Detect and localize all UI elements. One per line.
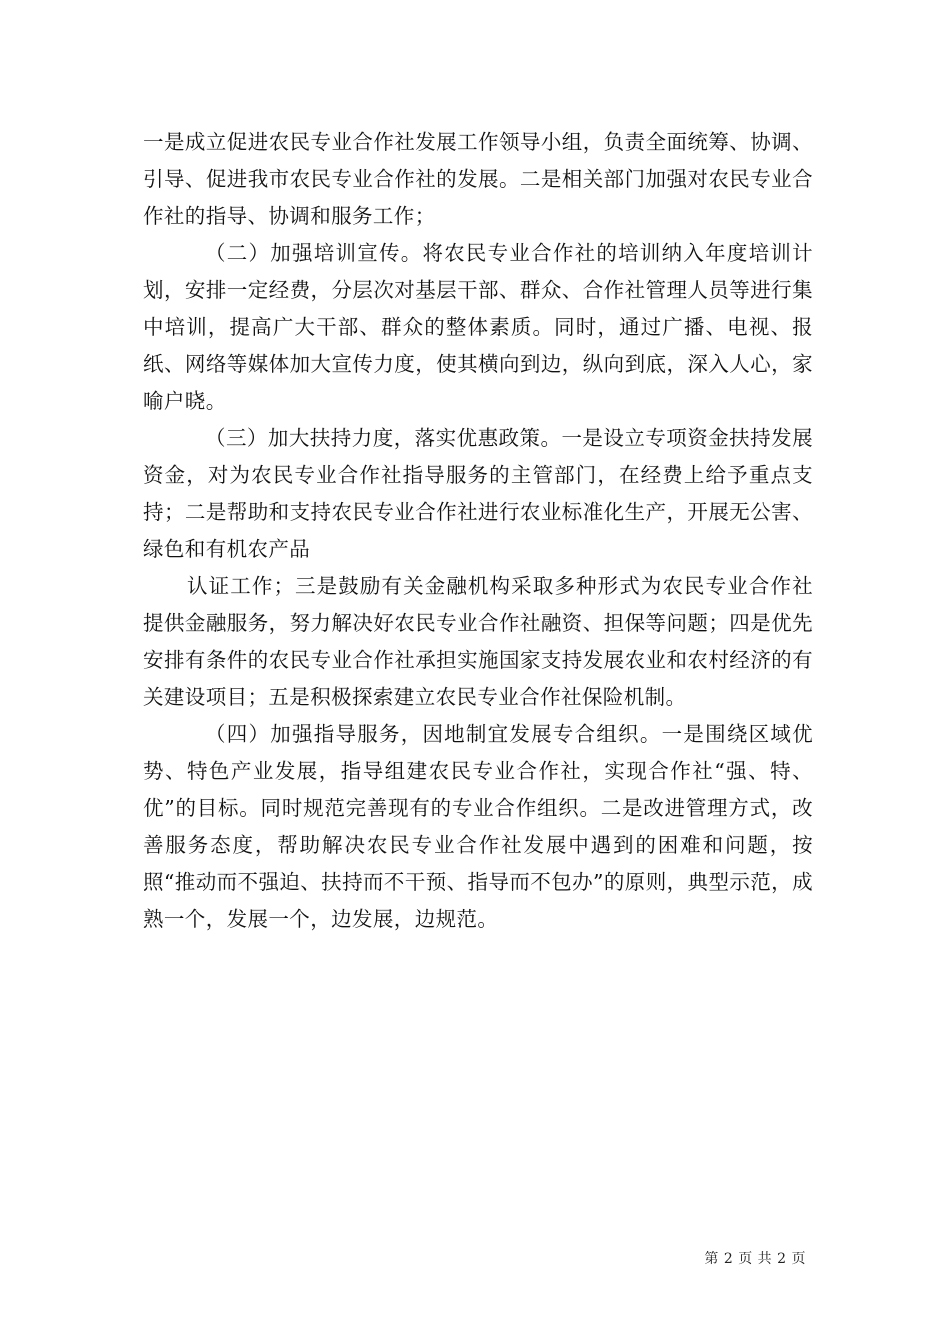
- document-body: [143, 124, 813, 938]
- paragraph-leadership-group: 一是成立促进农民专业合作社发展工作领导小组，负责全面统筹、协调、引导、促进我市农民专业合作社的发展。二是相关部门加强对农民专业合作社的指导、协调和服务工作；: [143, 130, 813, 228]
- page-number-footer: 第 2 页 共 2 页: [704, 1251, 806, 1267]
- paragraph-support-policy: （三）加大扶持力度，落实优惠政策。一是设立专项资金扶持发展资金，对为农民专业合作社指导服务的主管部门，在经费上给予重点支持；二是帮助和支持农民专业合作社进行农业标准化生产，开展无公害、绿色和有机农产品: [143, 426, 813, 561]
- paragraph-certification-finance: 认证工作；三是鼓励有关金融机构采取多种形式为农民专业合作社提供金融服务，努力解决好农民专业合作社融资、担保等问题；四是优先安排有条件的农民专业合作社承担实施国家支持发展农业和农村经济的有关建设项目；五是积极探索建立农民专业合作社保险机制。: [143, 574, 813, 709]
- paragraph-training-promotion: （二）加强培训宣传。将农民专业合作社的培训纳入年度培训计划，安排一定经费，分层次对基层干部、群众、合作社管理人员等进行集中培训，提高广大干部、群众的整体素质。同时，通过广播、电视、报纸、网络等媒体加大宣传力度，使其横向到边，纵向到底，深入人心，家喻户晓。: [143, 241, 813, 413]
- paragraph-guidance-service: （四）加强指导服务，因地制宜发展专合组织。一是围绕区域优势、特色产业发展，指导组建农民专业合作社，实现合作社“强、特、优”的目标。同时规范完善现有的专业合作组织。二是改进管理方式，改善服务态度，帮助解决农民专业合作社发展中遇到的困难和问题，按照“推动而不强迫、扶持而不干预、指导而不包办”的原则，典型示范，成熟一个，发展一个，边发展，边规范。: [143, 722, 813, 931]
